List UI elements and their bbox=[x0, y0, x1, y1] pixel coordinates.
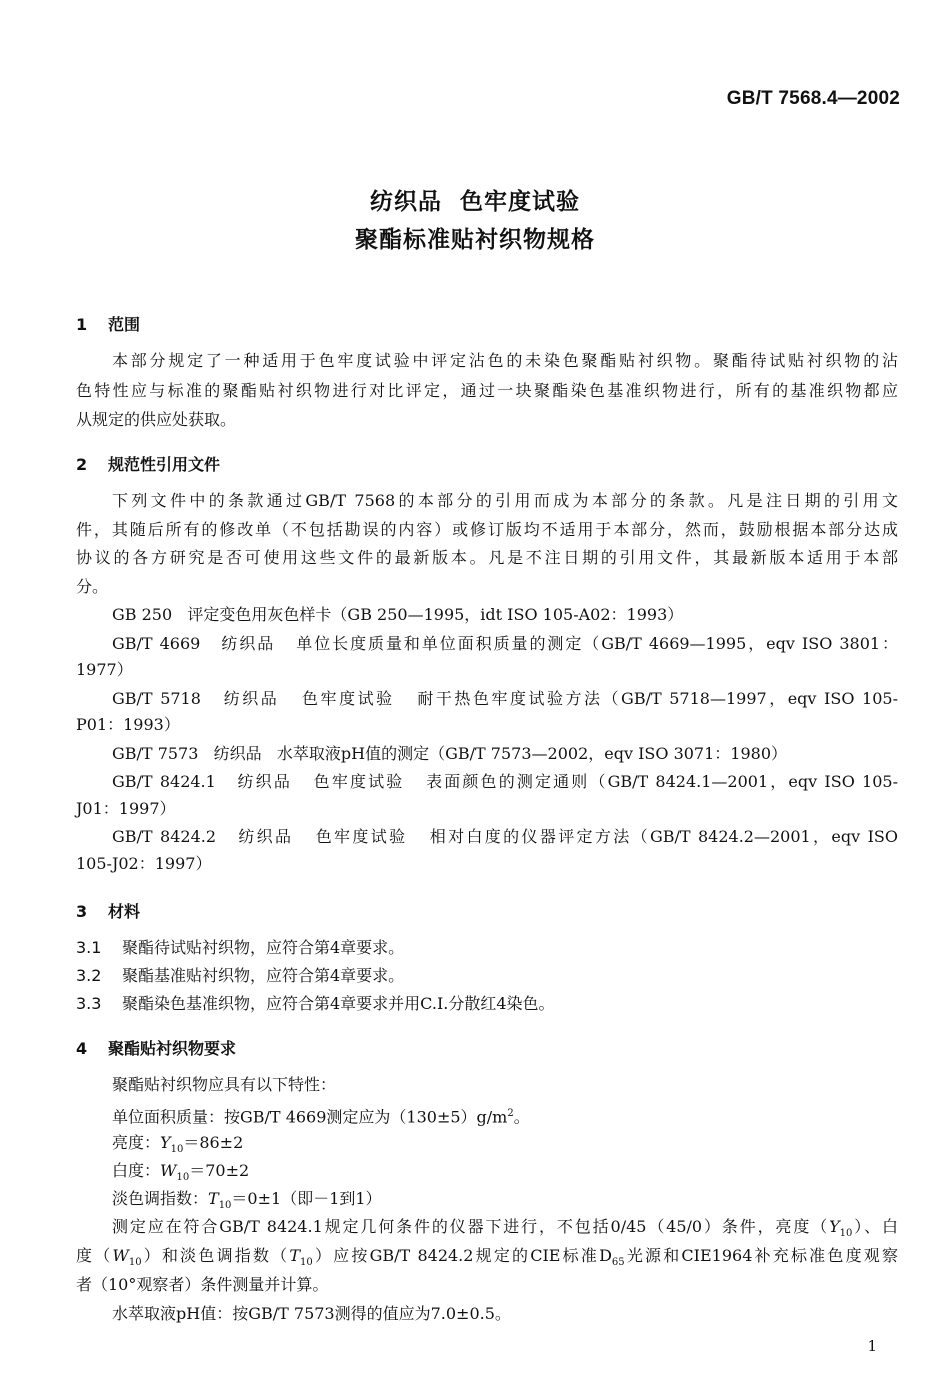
reference-item: GB/T 5718 纺织品 色牢度试验 耐干热色牢度试验方法（GB/T 5718—1997，eqv ISO 105- bbox=[112, 689, 898, 708]
tint-value: ＝0±1（即－1到1） bbox=[231, 1189, 382, 1208]
reference-item: GB/T 8424.2 纺织品 色牢度试验 相对白度的仪器评定方法（GB/T 8424.2—2001，eqv ISO bbox=[112, 827, 898, 846]
subclause bbox=[76, 938, 404, 958]
tint-label: 淡色调指数： bbox=[112, 1189, 209, 1208]
section-2-heading bbox=[76, 452, 220, 475]
tint-subscript: 10 bbox=[218, 1200, 232, 1212]
tint-symbol: T bbox=[208, 1189, 219, 1208]
paragraph-line: 本部分规定了一种适用于色牢度试验中评定沾色的未染色聚酯贴衬织物。聚酯待试贴衬织物的沾 bbox=[112, 351, 898, 370]
section-title: 规范性引用文件 bbox=[108, 455, 221, 474]
measurement-symbol: T bbox=[289, 1246, 301, 1265]
reference-item: GB/T 8424.1 纺织品 色牢度试验 表面颜色的测定通则（GB/T 8424.1—2001，eqv ISO 105- bbox=[112, 772, 898, 791]
paragraph-line: 分。 bbox=[76, 577, 109, 596]
illuminant-subscript: 65 bbox=[611, 1257, 625, 1269]
measurement-text: ）应按GB/T 8424.2规定的CIE标准D bbox=[312, 1246, 612, 1265]
section-number: 2 bbox=[76, 455, 88, 474]
document-title-line1: 纺织品 色牢度试验 bbox=[369, 189, 580, 215]
requirement-intro: 聚酯贴衬织物应具有以下特性： bbox=[112, 1075, 337, 1094]
paragraph-line: 下列文件中的条款通过GB/T 7568的本部分的引用而成为本部分的条款。凡是注日期的引用文 bbox=[112, 491, 898, 510]
whiteness-label: 白度： bbox=[112, 1161, 161, 1180]
reference-item-cont: J01：1997） bbox=[76, 799, 176, 818]
mass-exponent: 2 bbox=[507, 1108, 514, 1119]
mass-text: 单位面积质量：按GB/T 4669测定应为（130±5）g/m bbox=[112, 1107, 508, 1127]
measurement-subscript: 10 bbox=[300, 1257, 313, 1269]
reference-item-cont: 1977） bbox=[76, 660, 133, 679]
section-number: 1 bbox=[76, 315, 88, 334]
luminance-label: 亮度： bbox=[112, 1133, 161, 1152]
subclause bbox=[76, 994, 555, 1014]
reference-item: GB/T 7573 纺织品 水萃取液pH值的测定（GB/T 7573—2002，eqv ISO 3071：1980） bbox=[112, 744, 788, 763]
measurement-subscript: 10 bbox=[128, 1257, 142, 1269]
subclause bbox=[76, 966, 404, 986]
measurement-symbol: W bbox=[112, 1246, 129, 1265]
reference-item-cont: P01：1993） bbox=[76, 715, 180, 734]
measurement-text: 测定应在符合GB/T 8424.1规定几何条件的仪器下进行，不包括0/45（45/0）条件，亮度（ bbox=[112, 1217, 830, 1236]
section-1-heading bbox=[76, 312, 140, 335]
page-number: 1 bbox=[867, 1337, 877, 1355]
subclause-text: 聚酯待试贴衬织物，应符合第4章要求。 bbox=[122, 938, 405, 957]
section-title: 范围 bbox=[108, 315, 141, 334]
whiteness-value: ＝70±2 bbox=[189, 1161, 250, 1180]
measurement-line bbox=[76, 1246, 898, 1273]
standard-number: GB/T 7568.4—2002 bbox=[726, 88, 900, 109]
subclause-text: 聚酯基准贴衬织物，应符合第4章要求。 bbox=[122, 966, 405, 985]
subclause-number: 3.2 bbox=[76, 966, 102, 985]
paragraph-line: 件，其随后所有的修改单（不包括勘误的内容）或修订版均不适用于本部分，然而，鼓励根据本部分达成 bbox=[76, 520, 898, 539]
luminance-subscript: 10 bbox=[170, 1144, 184, 1156]
section-4-heading bbox=[76, 1036, 236, 1059]
requirement-tint bbox=[112, 1189, 382, 1216]
paragraph-line: 协议的各方研究是否可使用这些文件的最新版本。凡是不注日期的引用文件，其最新版本适用于本部 bbox=[76, 548, 898, 567]
measurement-line: 者（10°观察者）条件测量并计算。 bbox=[76, 1275, 329, 1294]
requirement-mass bbox=[112, 1104, 530, 1127]
measurement-text: ）和淡色调指数（ bbox=[141, 1246, 290, 1265]
measurement-text: 度（ bbox=[76, 1246, 113, 1265]
reference-item: GB/T 4669 纺织品 单位长度质量和单位面积质量的测定（GB/T 4669—1995，eqv ISO 3801： bbox=[112, 634, 898, 653]
paragraph-line: 色特性应与标准的聚酯贴衬织物进行对比评定，通过一块聚酯染色基准织物进行，所有的基准织物都应 bbox=[76, 381, 898, 400]
measurement-text: 光源和CIE1964补充标准色度观察 bbox=[624, 1246, 898, 1265]
subclause-number: 3.3 bbox=[76, 994, 102, 1013]
section-number: 4 bbox=[76, 1039, 88, 1058]
measurement-subscript: 10 bbox=[839, 1228, 853, 1240]
measurement-line bbox=[112, 1217, 898, 1244]
section-title: 材料 bbox=[108, 902, 141, 921]
document-title-line2: 聚酯标准贴衬织物规格 bbox=[355, 227, 595, 253]
subclause-number: 3.1 bbox=[76, 938, 102, 957]
section-title: 聚酯贴衬织物要求 bbox=[108, 1039, 237, 1058]
paragraph-line: 从规定的供应处获取。 bbox=[76, 410, 237, 429]
whiteness-symbol: W bbox=[160, 1161, 177, 1180]
reference-item-cont: 105-J02：1997） bbox=[76, 854, 212, 873]
requirement-luminance bbox=[112, 1133, 243, 1160]
requirement-whiteness bbox=[112, 1161, 249, 1188]
measurement-symbol: Y bbox=[829, 1217, 840, 1236]
section-number: 3 bbox=[76, 902, 88, 921]
subclause-text: 聚酯染色基准织物，应符合第4章要求并用C.I.分散红4染色。 bbox=[122, 994, 555, 1013]
requirement-ph: 水萃取液pH值：按GB/T 7573测得的值应为7.0±0.5。 bbox=[112, 1304, 511, 1323]
whiteness-subscript: 10 bbox=[176, 1172, 190, 1184]
luminance-symbol: Y bbox=[160, 1133, 171, 1152]
reference-item: GB 250 评定变色用灰色样卡（GB 250—1995，idt ISO 105-A02：1993） bbox=[112, 605, 684, 624]
measurement-text: ）、白 bbox=[852, 1217, 898, 1236]
section-3-heading bbox=[76, 899, 140, 922]
mass-end: 。 bbox=[513, 1107, 530, 1127]
luminance-value: ＝86±2 bbox=[183, 1133, 244, 1152]
